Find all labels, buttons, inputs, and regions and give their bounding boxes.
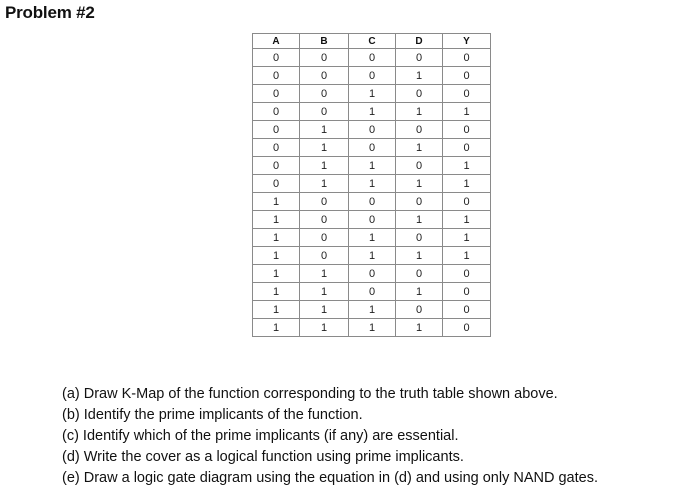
header-c: C — [349, 34, 396, 49]
cell-a: 0 — [253, 85, 300, 103]
cell-c: 1 — [349, 229, 396, 247]
cell-c: 1 — [349, 247, 396, 265]
cell-d: 1 — [396, 283, 443, 301]
cell-a: 1 — [253, 283, 300, 301]
table-row — [253, 103, 491, 121]
table-row — [253, 139, 491, 157]
cell-c: 1 — [349, 103, 396, 121]
cell-c: 0 — [349, 193, 396, 211]
cell-y: 0 — [443, 193, 491, 211]
cell-b: 1 — [300, 175, 349, 193]
table-row — [253, 247, 491, 265]
cell-b: 0 — [300, 211, 349, 229]
cell-b: 0 — [300, 49, 349, 67]
cell-b: 0 — [300, 103, 349, 121]
cell-a: 1 — [253, 247, 300, 265]
cell-y: 1 — [443, 175, 491, 193]
cell-a: 0 — [253, 103, 300, 121]
table-body — [253, 49, 491, 337]
cell-d: 1 — [396, 139, 443, 157]
cell-c: 1 — [349, 319, 396, 337]
cell-d: 1 — [396, 103, 443, 121]
table-row — [253, 301, 491, 319]
cell-y: 1 — [443, 103, 491, 121]
table-row — [253, 67, 491, 85]
question-e: (e) Draw a logic gate diagram using the equation in (d) and using only NAND gates. — [62, 470, 598, 486]
header-d: D — [396, 34, 443, 49]
cell-b: 1 — [300, 319, 349, 337]
cell-y: 0 — [443, 319, 491, 337]
cell-a: 0 — [253, 139, 300, 157]
table-header-row — [253, 34, 491, 49]
cell-y: 1 — [443, 247, 491, 265]
cell-d: 0 — [396, 229, 443, 247]
table-row — [253, 265, 491, 283]
header-b: B — [300, 34, 349, 49]
cell-a: 0 — [253, 175, 300, 193]
header-a: A — [253, 34, 300, 49]
cell-d: 1 — [396, 247, 443, 265]
cell-c: 1 — [349, 175, 396, 193]
cell-c: 0 — [349, 121, 396, 139]
table-row — [253, 211, 491, 229]
cell-y: 0 — [443, 49, 491, 67]
question-d: (d) Write the cover as a logical function using prime implicants. — [62, 449, 464, 465]
table-row — [253, 121, 491, 139]
cell-d: 0 — [396, 85, 443, 103]
cell-b: 1 — [300, 139, 349, 157]
cell-c: 0 — [349, 49, 396, 67]
cell-b: 0 — [300, 193, 349, 211]
cell-d: 1 — [396, 67, 443, 85]
table-row — [253, 229, 491, 247]
cell-c: 0 — [349, 265, 396, 283]
cell-d: 1 — [396, 319, 443, 337]
cell-d: 0 — [396, 301, 443, 319]
cell-a: 1 — [253, 319, 300, 337]
cell-y: 0 — [443, 121, 491, 139]
cell-b: 1 — [300, 121, 349, 139]
problem-title: Problem #2 — [5, 3, 95, 22]
cell-y: 0 — [443, 139, 491, 157]
truth-table — [252, 33, 491, 337]
question-a: (a) Draw K-Map of the function corresponding to the truth table shown above. — [62, 386, 558, 402]
cell-b: 1 — [300, 283, 349, 301]
table-row — [253, 157, 491, 175]
cell-d: 1 — [396, 175, 443, 193]
cell-a: 0 — [253, 49, 300, 67]
cell-c: 0 — [349, 139, 396, 157]
cell-c: 1 — [349, 85, 396, 103]
header-y: Y — [443, 34, 491, 49]
cell-y: 0 — [443, 265, 491, 283]
cell-d: 0 — [396, 157, 443, 175]
cell-a: 0 — [253, 157, 300, 175]
cell-b: 1 — [300, 265, 349, 283]
cell-y: 1 — [443, 157, 491, 175]
cell-y: 1 — [443, 211, 491, 229]
cell-b: 0 — [300, 229, 349, 247]
cell-c: 0 — [349, 211, 396, 229]
cell-y: 0 — [443, 283, 491, 301]
cell-b: 0 — [300, 247, 349, 265]
table-row — [253, 85, 491, 103]
cell-c: 0 — [349, 67, 396, 85]
cell-a: 1 — [253, 211, 300, 229]
cell-d: 0 — [396, 49, 443, 67]
cell-a: 1 — [253, 193, 300, 211]
cell-d: 0 — [396, 265, 443, 283]
cell-c: 1 — [349, 157, 396, 175]
cell-c: 0 — [349, 283, 396, 301]
cell-d: 0 — [396, 193, 443, 211]
table-row — [253, 49, 491, 67]
cell-a: 1 — [253, 301, 300, 319]
cell-a: 1 — [253, 229, 300, 247]
table-row — [253, 175, 491, 193]
table-row — [253, 319, 491, 337]
cell-y: 0 — [443, 67, 491, 85]
cell-a: 0 — [253, 121, 300, 139]
cell-a: 1 — [253, 265, 300, 283]
table-row — [253, 193, 491, 211]
question-list — [62, 384, 598, 489]
cell-a: 0 — [253, 67, 300, 85]
cell-y: 1 — [443, 229, 491, 247]
cell-b: 0 — [300, 67, 349, 85]
cell-y: 0 — [443, 301, 491, 319]
cell-d: 0 — [396, 121, 443, 139]
cell-b: 1 — [300, 157, 349, 175]
cell-c: 1 — [349, 301, 396, 319]
question-b: (b) Identify the prime implicants of the function. — [62, 407, 363, 423]
cell-d: 1 — [396, 211, 443, 229]
cell-y: 0 — [443, 85, 491, 103]
question-c: (c) Identify which of the prime implicants (if any) are essential. — [62, 428, 459, 444]
cell-b: 0 — [300, 85, 349, 103]
cell-b: 1 — [300, 301, 349, 319]
table-row — [253, 283, 491, 301]
